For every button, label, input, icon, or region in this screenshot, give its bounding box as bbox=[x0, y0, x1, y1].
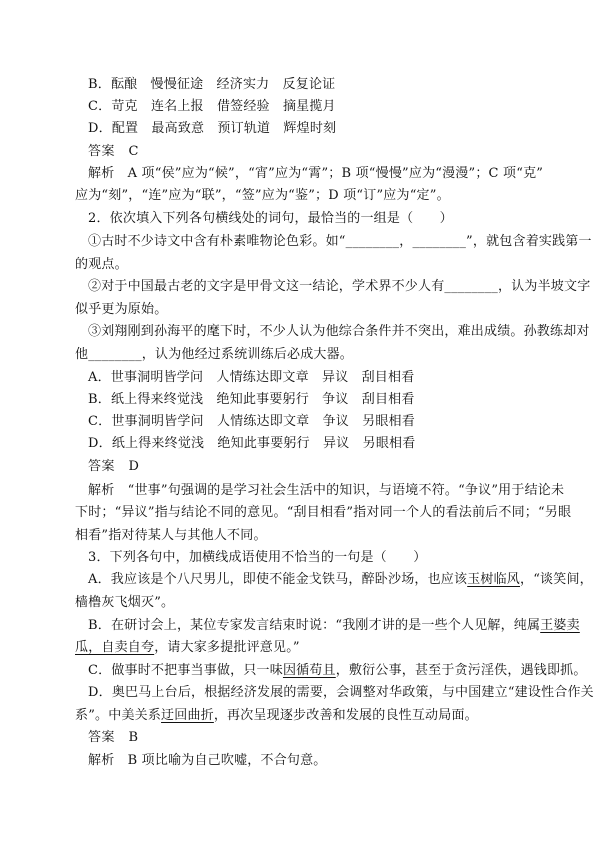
text-span: ，再次呈现逐步改善和发展的良性互动局面。 bbox=[213, 708, 478, 723]
option-d-line: D．配置 最高致意 预订轨道 辉煌时刻 bbox=[88, 121, 337, 136]
option-b-line bbox=[75, 637, 300, 659]
answer-line: 答案 C bbox=[88, 144, 139, 159]
option-c-line bbox=[88, 660, 587, 682]
option-a-line: 樯橹灰飞烟灭”。 bbox=[75, 595, 175, 610]
text-span: C．做事时不把事当事做，只一味 bbox=[88, 663, 283, 678]
sentence-line: 他________，认为他经过系统训练后必成大器。 bbox=[75, 347, 354, 362]
underlined-idiom: 玉树临风 bbox=[467, 572, 521, 587]
underlined-idiom: 因循苟且 bbox=[282, 663, 336, 678]
option-b-line: B．酝酿 慢慢征途 经济实力 反复论证 bbox=[88, 77, 336, 92]
option-c-line: C．世事洞明皆学问 人情练达即文章 争议 另眼相看 bbox=[88, 414, 415, 429]
text-span: ，敷衍公事，甚至于贪污淫佚，遇钱即抓。 bbox=[335, 663, 587, 678]
option-b-line bbox=[88, 615, 580, 637]
analysis-line: 相看”指对待某人与其他人不同。 bbox=[75, 528, 267, 543]
option-a-line bbox=[88, 569, 593, 591]
sentence-line: ①古时不少诗文中含有朴素唯物论色彩。如“________，________”，就包含着实践第一 bbox=[88, 234, 592, 249]
option-d-line bbox=[75, 705, 478, 727]
answer-line: 答案 D bbox=[88, 459, 140, 474]
text-span: 系”。中美关系 bbox=[75, 708, 162, 723]
option-d-line: D．纸上得来终觉浅 绝知此事要躬行 异议 另眼相看 bbox=[88, 436, 416, 451]
sentence-line: ②对于中国最古老的文字是甲骨文这一结论，学术界不少人有________，认为半坡文字 bbox=[88, 279, 591, 294]
option-c-line: C．苛克 连名上报 借签经验 摘星揽月 bbox=[88, 99, 336, 114]
sentence-line: ③刘翔刚到孙海平的麾下时，不少人认为他综合条件并不突出，难出成绩。孙教练却对 bbox=[88, 324, 590, 339]
underlined-idiom: 迂回曲折 bbox=[161, 708, 214, 723]
question-title: 2．依次填入下列各句横线处的词句，最恰当的一组是（ ） bbox=[88, 211, 453, 226]
sentence-line: 似乎更为原始。 bbox=[75, 302, 168, 317]
sentence-line: 的观点。 bbox=[75, 257, 128, 272]
text-span: A．我应该是个八尺男儿，即使不能金戈铁马，醉卧沙场，也应该 bbox=[88, 572, 468, 587]
option-d-line: D．奥巴马上台后，根据经济发展的需要，会调整对华政策，与中国建立“建设性合作关 bbox=[88, 685, 594, 700]
underlined-idiom: 王婆卖 bbox=[540, 618, 580, 633]
text-span: ，“谈笑间， bbox=[520, 572, 593, 587]
answer-line: 答案 B bbox=[88, 730, 139, 745]
underlined-idiom: 瓜，自卖自夸 bbox=[75, 640, 155, 655]
analysis-line: 解析 “世事”句强调的是学习社会生活中的知识，与语境不符。“争议”用于结论未 bbox=[88, 483, 565, 498]
text-span: ，请大家多提批评意见。” bbox=[154, 640, 300, 655]
text-span: B．在研讨会上，某位专家发言结束时说：“我刚才讲的是一些个人见解，纯属 bbox=[88, 618, 541, 633]
analysis-line: 下时；“异议”指与结论不同的意见。“刮目相看”指对同一个人的看法前后不同；“另眼 bbox=[75, 505, 572, 520]
analysis-line: 解析 A 项“侯”应为“候”，“宵”应为“霄”；B 项“慢慢”应为“漫漫”；C 项“克” bbox=[88, 166, 544, 181]
question-title: 3．下列各句中，加横线成语使用不恰当的一句是（ ） bbox=[88, 550, 427, 565]
analysis-line: 应为“刻”，“连”应为“联”，“签”应为“鉴”；D 项“订”应为“定”。 bbox=[75, 188, 450, 203]
option-a-line: A．世事洞明皆学问 人情练达即文章 异议 刮目相看 bbox=[88, 370, 415, 385]
analysis-line: 解析 B 项比喻为自己吹嘘，不合句意。 bbox=[88, 753, 327, 768]
option-b-line: B．纸上得来终觉浅 绝知此事要躬行 争议 刮目相看 bbox=[88, 392, 415, 407]
